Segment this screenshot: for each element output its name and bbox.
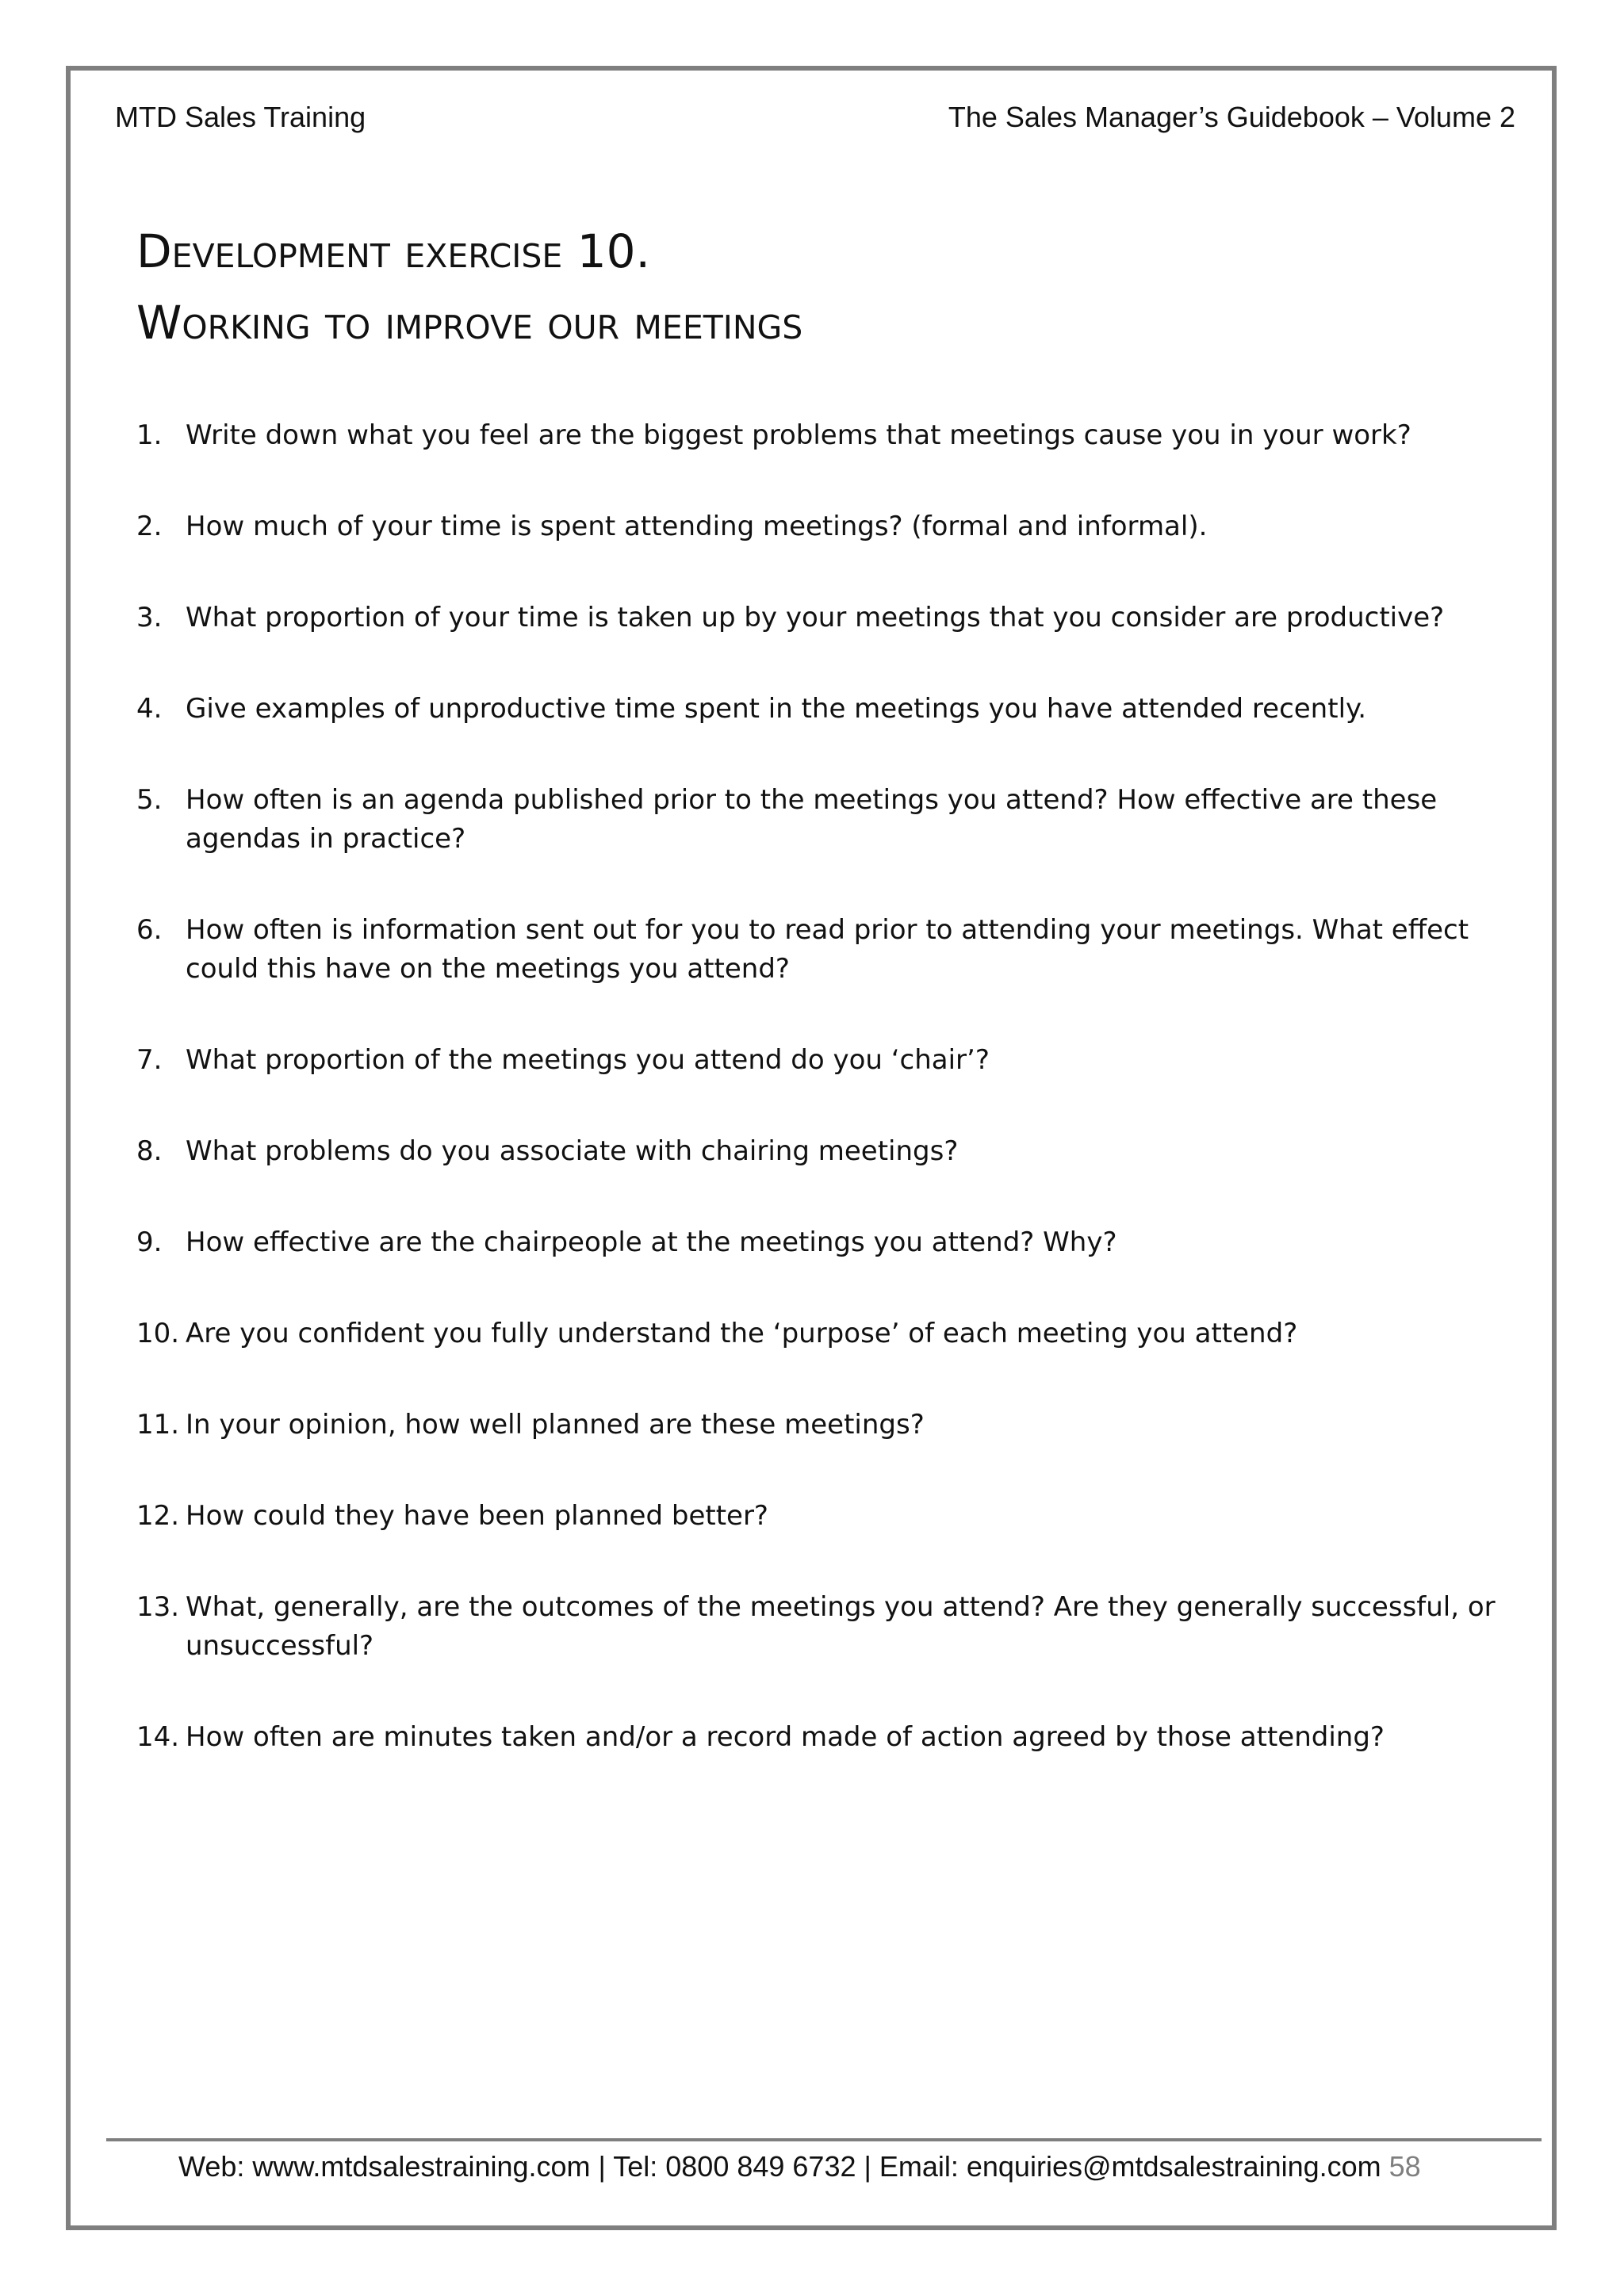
question-item: [136, 1132, 1500, 1171]
question-text: Give examples of unproductive time spent in the meetings you have attended recently.: [186, 693, 1367, 725]
footer-contact: Web: www.mtdsalestraining.com | Tel: 0800 849 6732 | Email: enquiries@mtdsalestraining.com: [178, 2150, 1381, 2183]
question-number: 8.: [136, 1135, 163, 1167]
question-item: [136, 911, 1500, 989]
question-item: [136, 1406, 1500, 1445]
question-item: [136, 1041, 1500, 1080]
question-number: 6.: [136, 914, 163, 946]
question-text: Are you confident you fully understand the ‘purpose’ of each meeting you attend?: [186, 1318, 1298, 1349]
question-text: How often is information sent out for you to read prior to attending your meetings. What effect could this have on the meetings you attend?: [186, 914, 1469, 985]
question-text: How could they have been planned better?: [186, 1500, 768, 1532]
page-number: 58: [1388, 2150, 1421, 2183]
question-text: What proportion of your time is taken up by your meetings that you consider are productive?: [186, 602, 1445, 633]
question-text: How often are minutes taken and/or a record made of action agreed by those attending?: [186, 1721, 1385, 1753]
question-number: 5.: [136, 784, 163, 816]
question-number: 11.: [136, 1409, 180, 1441]
question-text: How much of your time is spent attending meetings? (formal and informal).: [186, 511, 1208, 542]
question-number: 14.: [136, 1721, 180, 1753]
question-text: In your opinion, how well planned are these meetings?: [186, 1409, 925, 1441]
question-number: 9.: [136, 1226, 163, 1258]
question-item: [136, 1718, 1500, 1757]
question-item: [136, 1497, 1500, 1536]
question-item: [136, 1223, 1500, 1262]
question-number: 4.: [136, 693, 163, 725]
question-number: 1.: [136, 419, 163, 451]
question-number: 3.: [136, 602, 163, 633]
title-line-2: Working to improve our meetings: [136, 296, 803, 350]
question-item: [136, 1588, 1500, 1666]
question-text: How effective are the chairpeople at the meetings you attend? Why?: [186, 1226, 1117, 1258]
question-text: What, generally, are the outcomes of the meetings you attend? Are they generally successful, or unsuccessful?: [186, 1591, 1496, 1662]
question-item: [136, 599, 1500, 637]
header-book-title: The Sales Manager’s Guidebook – Volume 2: [948, 101, 1515, 133]
header-company: MTD Sales Training: [115, 101, 366, 133]
question-text: What proportion of the meetings you attend do you ‘chair’?: [186, 1044, 990, 1076]
question-number: 13.: [136, 1591, 180, 1623]
question-list: [136, 416, 1500, 1809]
question-number: 10.: [136, 1318, 180, 1349]
question-item: [136, 781, 1500, 859]
question-text: How often is an agenda published prior to the meetings you attend? How effective are these agendas in practice?: [186, 784, 1438, 855]
page-title: [136, 216, 802, 358]
title-line-1: Development exercise 10.: [136, 224, 650, 278]
question-number: 12.: [136, 1500, 180, 1532]
question-text: Write down what you feel are the biggest problems that meetings cause you in your work?: [186, 419, 1411, 451]
footer: [178, 2149, 1421, 2184]
question-item: [136, 690, 1500, 729]
question-item: [136, 507, 1500, 546]
question-item: [136, 1314, 1500, 1353]
question-number: 2.: [136, 511, 163, 542]
question-number: 7.: [136, 1044, 163, 1076]
question-item: [136, 416, 1500, 455]
question-text: What problems do you associate with chairing meetings?: [186, 1135, 959, 1167]
footer-divider: [106, 2138, 1542, 2141]
